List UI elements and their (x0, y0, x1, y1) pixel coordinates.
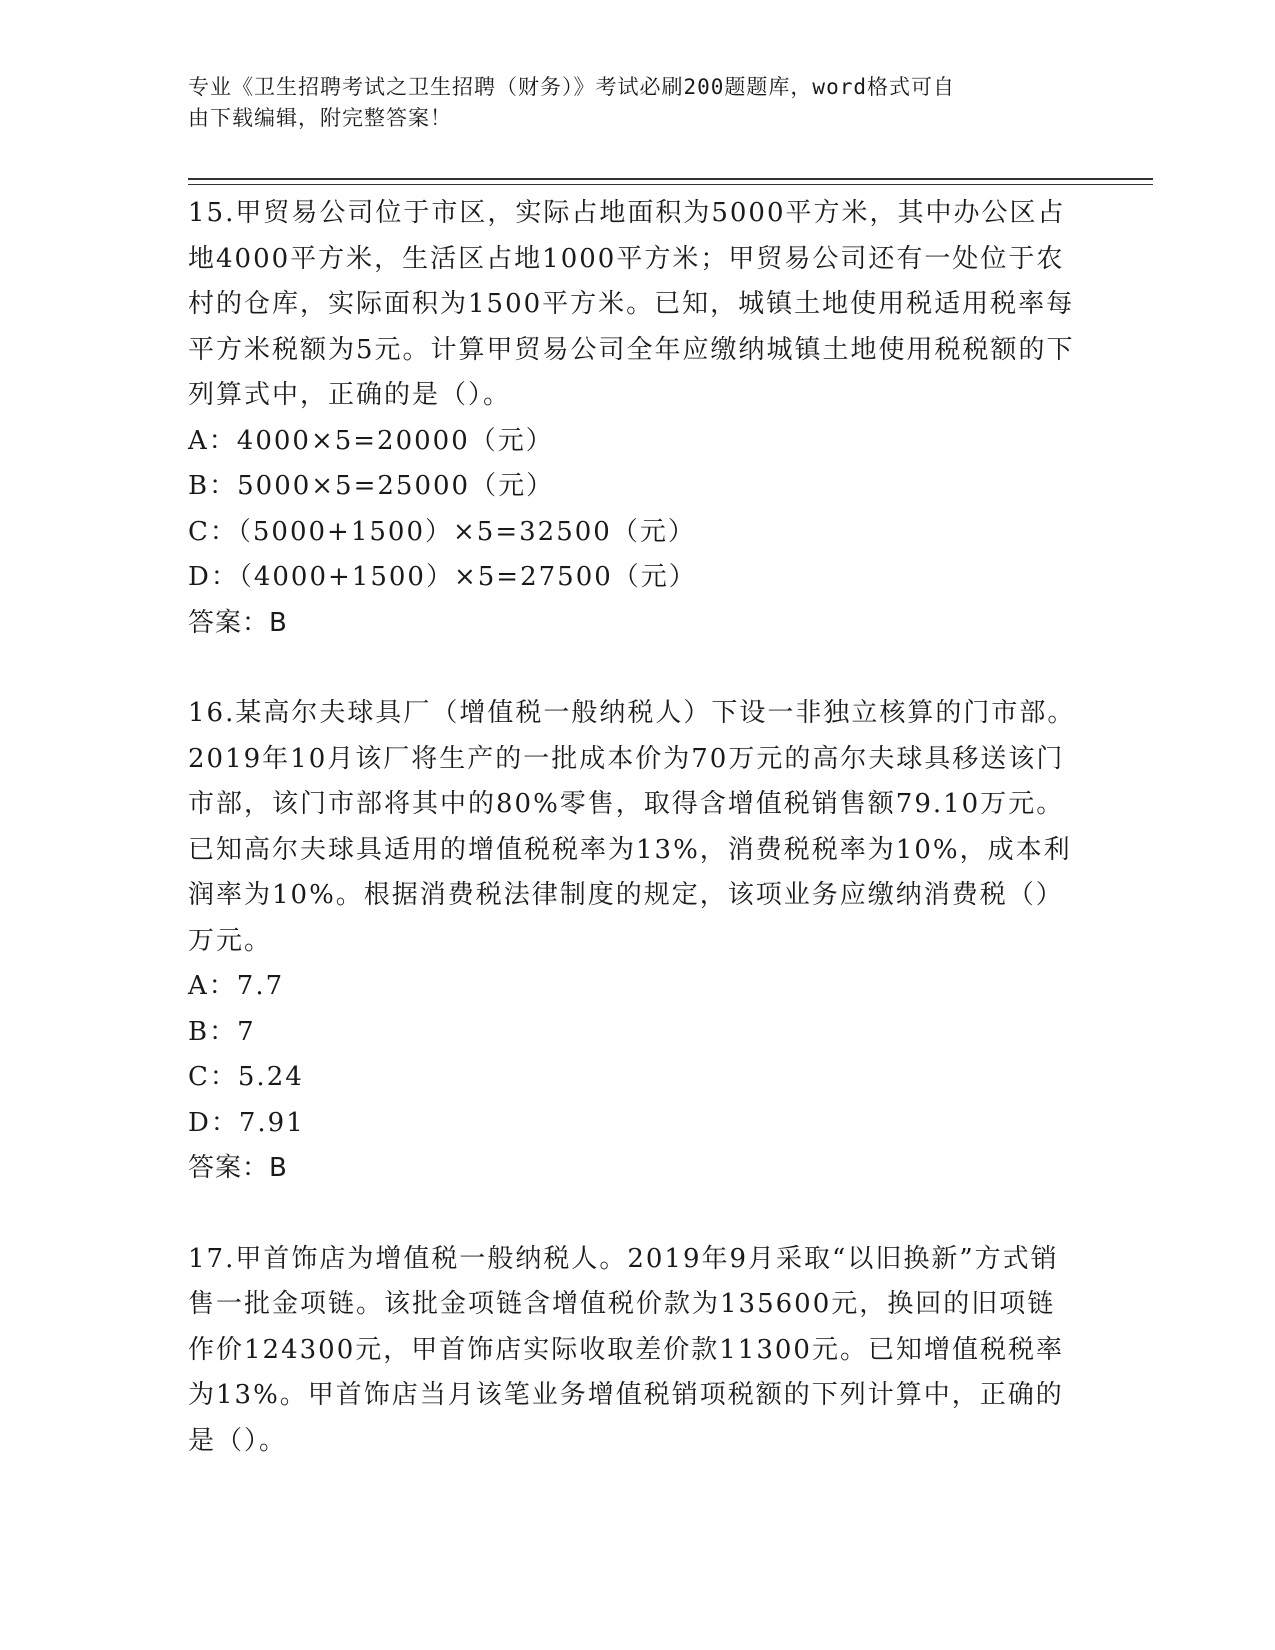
question-16 (188, 691, 1083, 1192)
option-a: A：7.7 (188, 971, 285, 1001)
header-title-line-2: 由下载编辑，附完整答案！ (188, 106, 452, 130)
option-d: D：（4000+1500）×5=27500（元） (188, 562, 697, 592)
header-divider-thick (188, 178, 1153, 180)
spacer (188, 1192, 1083, 1237)
answer-line: 答案：B (188, 607, 288, 638)
option-a: A：4000×5=20000（元） (188, 425, 554, 456)
option-c: C：5.24 (188, 1062, 304, 1092)
option-c: C：（5000+1500）×5=32500（元） (188, 516, 696, 547)
question-stem: 17.甲首饰店为增值税一般纳税人。2019年9月采取“以旧换新”方式销售一批金项链。该批金项链含增值税价款为135600元，换回的旧项链作价124300元，甲首饰店实际收取差价款11300元。已知增值税税率为13%。甲首饰店当月该笔业务增值税销项税额的下列计算中，正确的是（）。 (188, 1243, 1064, 1456)
header-divider-thin (188, 184, 1153, 185)
question-17 (188, 1237, 1083, 1465)
option-d: D：7.91 (188, 1107, 305, 1138)
header-title-line-1: 专业《卫生招聘考试之卫生招聘（财务）》考试必刷200题题库，word格式可自 (188, 75, 955, 99)
option-b: B：7 (188, 1016, 256, 1047)
document-header (188, 72, 1068, 134)
option-b: B：5000×5=25000（元） (188, 471, 555, 501)
question-15 (188, 191, 1083, 646)
question-list (188, 191, 1083, 1464)
spacer (188, 646, 1083, 691)
question-stem: 16.某高尔夫球具厂（增值税一般纳税人）下设一非独立核算的门市部。2019年10月该厂将生产的一批成本价为70万元的高尔夫球具移送该门市部，该门市部将其中的80%零售，取得含增值税销售额79.10万元。已知高尔夫球具适用的增值税税率为13%，消费税税率为10%，成本利润率为10%。根据消费税法律制度的规定，该项业务应缴纳消费税（）万元。 (188, 698, 1076, 956)
answer-line: 答案：B (188, 1153, 288, 1183)
question-stem: 15.甲贸易公司位于市区，实际占地面积为5000平方米，其中办公区占地4000平方米，生活区占地1000平方米；甲贸易公司还有一处位于农村的仓库，实际面积为1500平方米。已知，城镇土地使用税适用税率每平方米税额为5元。计算甲贸易公司全年应缴纳城镇土地使用税税额的下列算式中，正确的是（）。 (188, 198, 1075, 410)
